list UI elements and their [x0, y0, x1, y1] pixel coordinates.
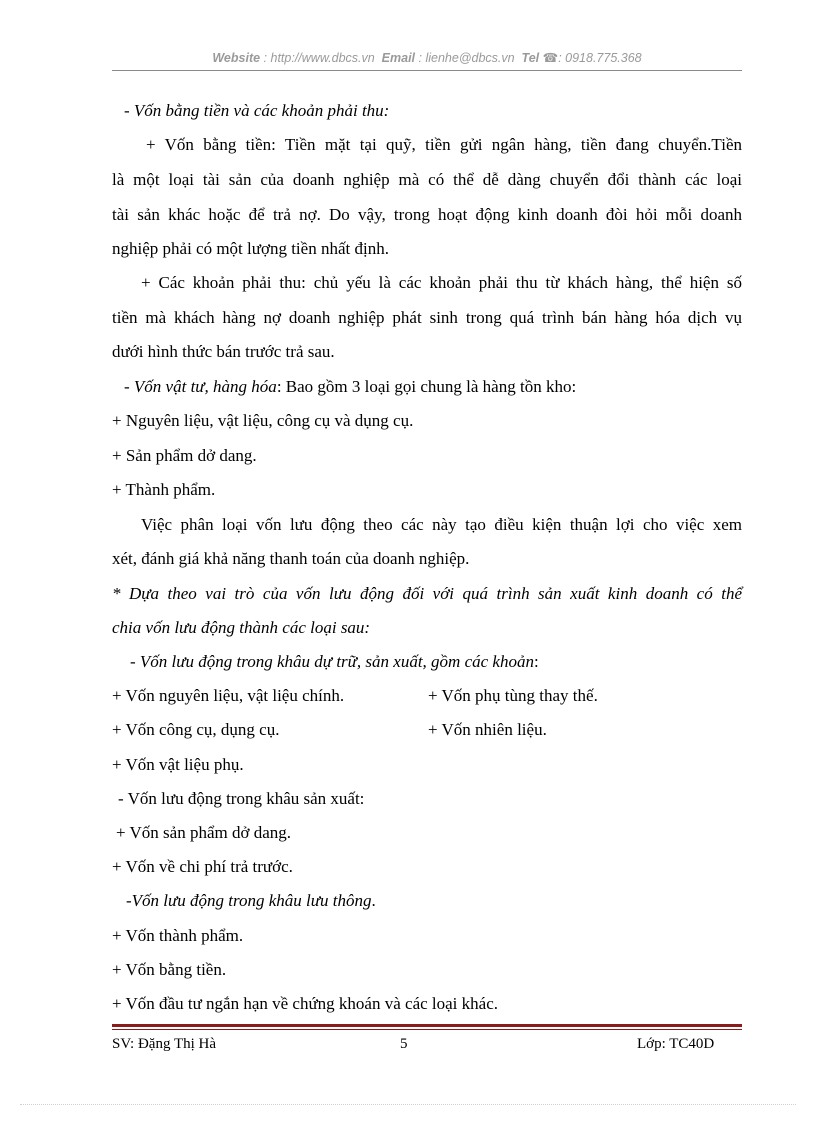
item-finished-goods-capital: + Vốn thành phẩm.: [112, 926, 244, 945]
bullet-materials-goods: [124, 376, 576, 398]
bullet-cash-receivables: - Vốn bằng tiền và các khoản phải thu:: [124, 101, 390, 120]
bullet-production-stage: - Vốn lưu động trong khâu sản xuất:: [118, 789, 365, 808]
item-raw-materials: + Nguyên liệu, vật liệu, công cụ và dụng cụ.: [112, 411, 414, 430]
para-cash-line3: tài sản khác hoặc để trả nợ. Do vậy, trong hoạt động kinh doanh đòi hỏi mỗi doanh: [112, 205, 742, 224]
item-cash-capital: + Vốn bằng tiền.: [112, 960, 227, 979]
footer-divider-thick: [112, 1024, 742, 1027]
bullet-reserve-production: [130, 651, 539, 673]
footer-class: Lớp: TC40D: [637, 1036, 715, 1052]
para-cash-line4: nghiệp phải có một lượng tiền nhất định.: [112, 239, 389, 258]
reserve-production-colon: :: [533, 652, 539, 671]
circulation-stage-heading: -Vốn lưu động trong khâu lưu thông: [126, 891, 372, 910]
tel-label: Tel: [521, 51, 540, 65]
materials-goods-heading: - Vốn vật tư, hàng hóa: [124, 377, 277, 396]
footer-page-number: 5: [400, 1036, 408, 1052]
tel-value: ☎: 0918.775.368: [542, 51, 642, 65]
reserve-production-heading: - Vốn lưu động trong khâu dự trữ, sản xuất, gồm các khoản: [130, 652, 534, 671]
item-main-materials: + Vốn nguyên liệu, vật liệu chính.: [112, 686, 345, 705]
footer-divider-thin: [112, 1029, 742, 1030]
item-prepaid-expenses: + Vốn về chi phí trả trước.: [112, 857, 293, 876]
para-classification-line2: xét, đánh giá khả năng thanh toán của doanh nghiệp.: [112, 549, 470, 568]
item-spare-parts: + Vốn phụ tùng thay thế.: [428, 686, 598, 705]
para-receivables-line3: dưới hình thức bán trước trả sau.: [112, 342, 335, 361]
bullet-circulation-stage: [126, 890, 376, 912]
para-receivables-line1: + Các khoản phải thu: chủ yếu là các khoản phải thu từ khách hàng, thể hiện số: [141, 273, 742, 292]
para-role-line2: chia vốn lưu động thành các loại sau:: [112, 618, 371, 637]
email-link[interactable]: : lienhe@dbcs.vn: [418, 51, 515, 65]
para-cash-line1: + Vốn bằng tiền: Tiền mặt tại quỹ, tiền gửi ngân hàng, tiền đang chuyển.Tiền: [146, 135, 742, 154]
para-role-line1: * Dựa theo vai trò của vốn lưu động đối với quá trình sản xuất kinh doanh có thể: [112, 584, 742, 603]
para-receivables-line2: tiền mà khách hàng nợ doanh nghiệp phát sinh trong quá trình bán hàng hóa dịch vụ: [112, 308, 742, 327]
para-cash-line2: là một loại tài sản của doanh nghiệp mà có thể dễ dàng chuyển đổi thành các loại: [112, 170, 742, 189]
item-fuel: + Vốn nhiên liệu.: [428, 720, 547, 739]
item-aux-materials: + Vốn vật liệu phụ.: [112, 755, 244, 774]
item-short-term-investment: + Vốn đầu tư ngắn hạn về chứng khoán và các loại khác.: [112, 994, 498, 1013]
materials-goods-desc: : Bao gồm 3 loại gọi chung là hàng tồn kho:: [276, 377, 577, 396]
circulation-stage-period: .: [371, 891, 376, 910]
header-divider: [112, 70, 742, 71]
email-label: Email: [381, 51, 416, 65]
item-tools: + Vốn công cụ, dụng cụ.: [112, 720, 280, 739]
item-wip-capital: + Vốn sản phẩm dở dang.: [116, 823, 292, 842]
footer-student: SV: Đặng Thị Hà: [112, 1036, 217, 1052]
website-link[interactable]: : http://www.dbcs.vn: [263, 51, 375, 65]
page-header: [112, 50, 742, 65]
para-classification-line1: Việc phân loại vốn lưu động theo các này tạo điều kiện thuận lợi cho việc xem: [141, 515, 742, 534]
item-wip: + Sản phẩm dở dang.: [112, 446, 257, 465]
website-label: Website: [212, 51, 261, 65]
page-bottom-dotted-border: [20, 1104, 796, 1105]
item-finished-goods: + Thành phẩm.: [112, 480, 216, 499]
